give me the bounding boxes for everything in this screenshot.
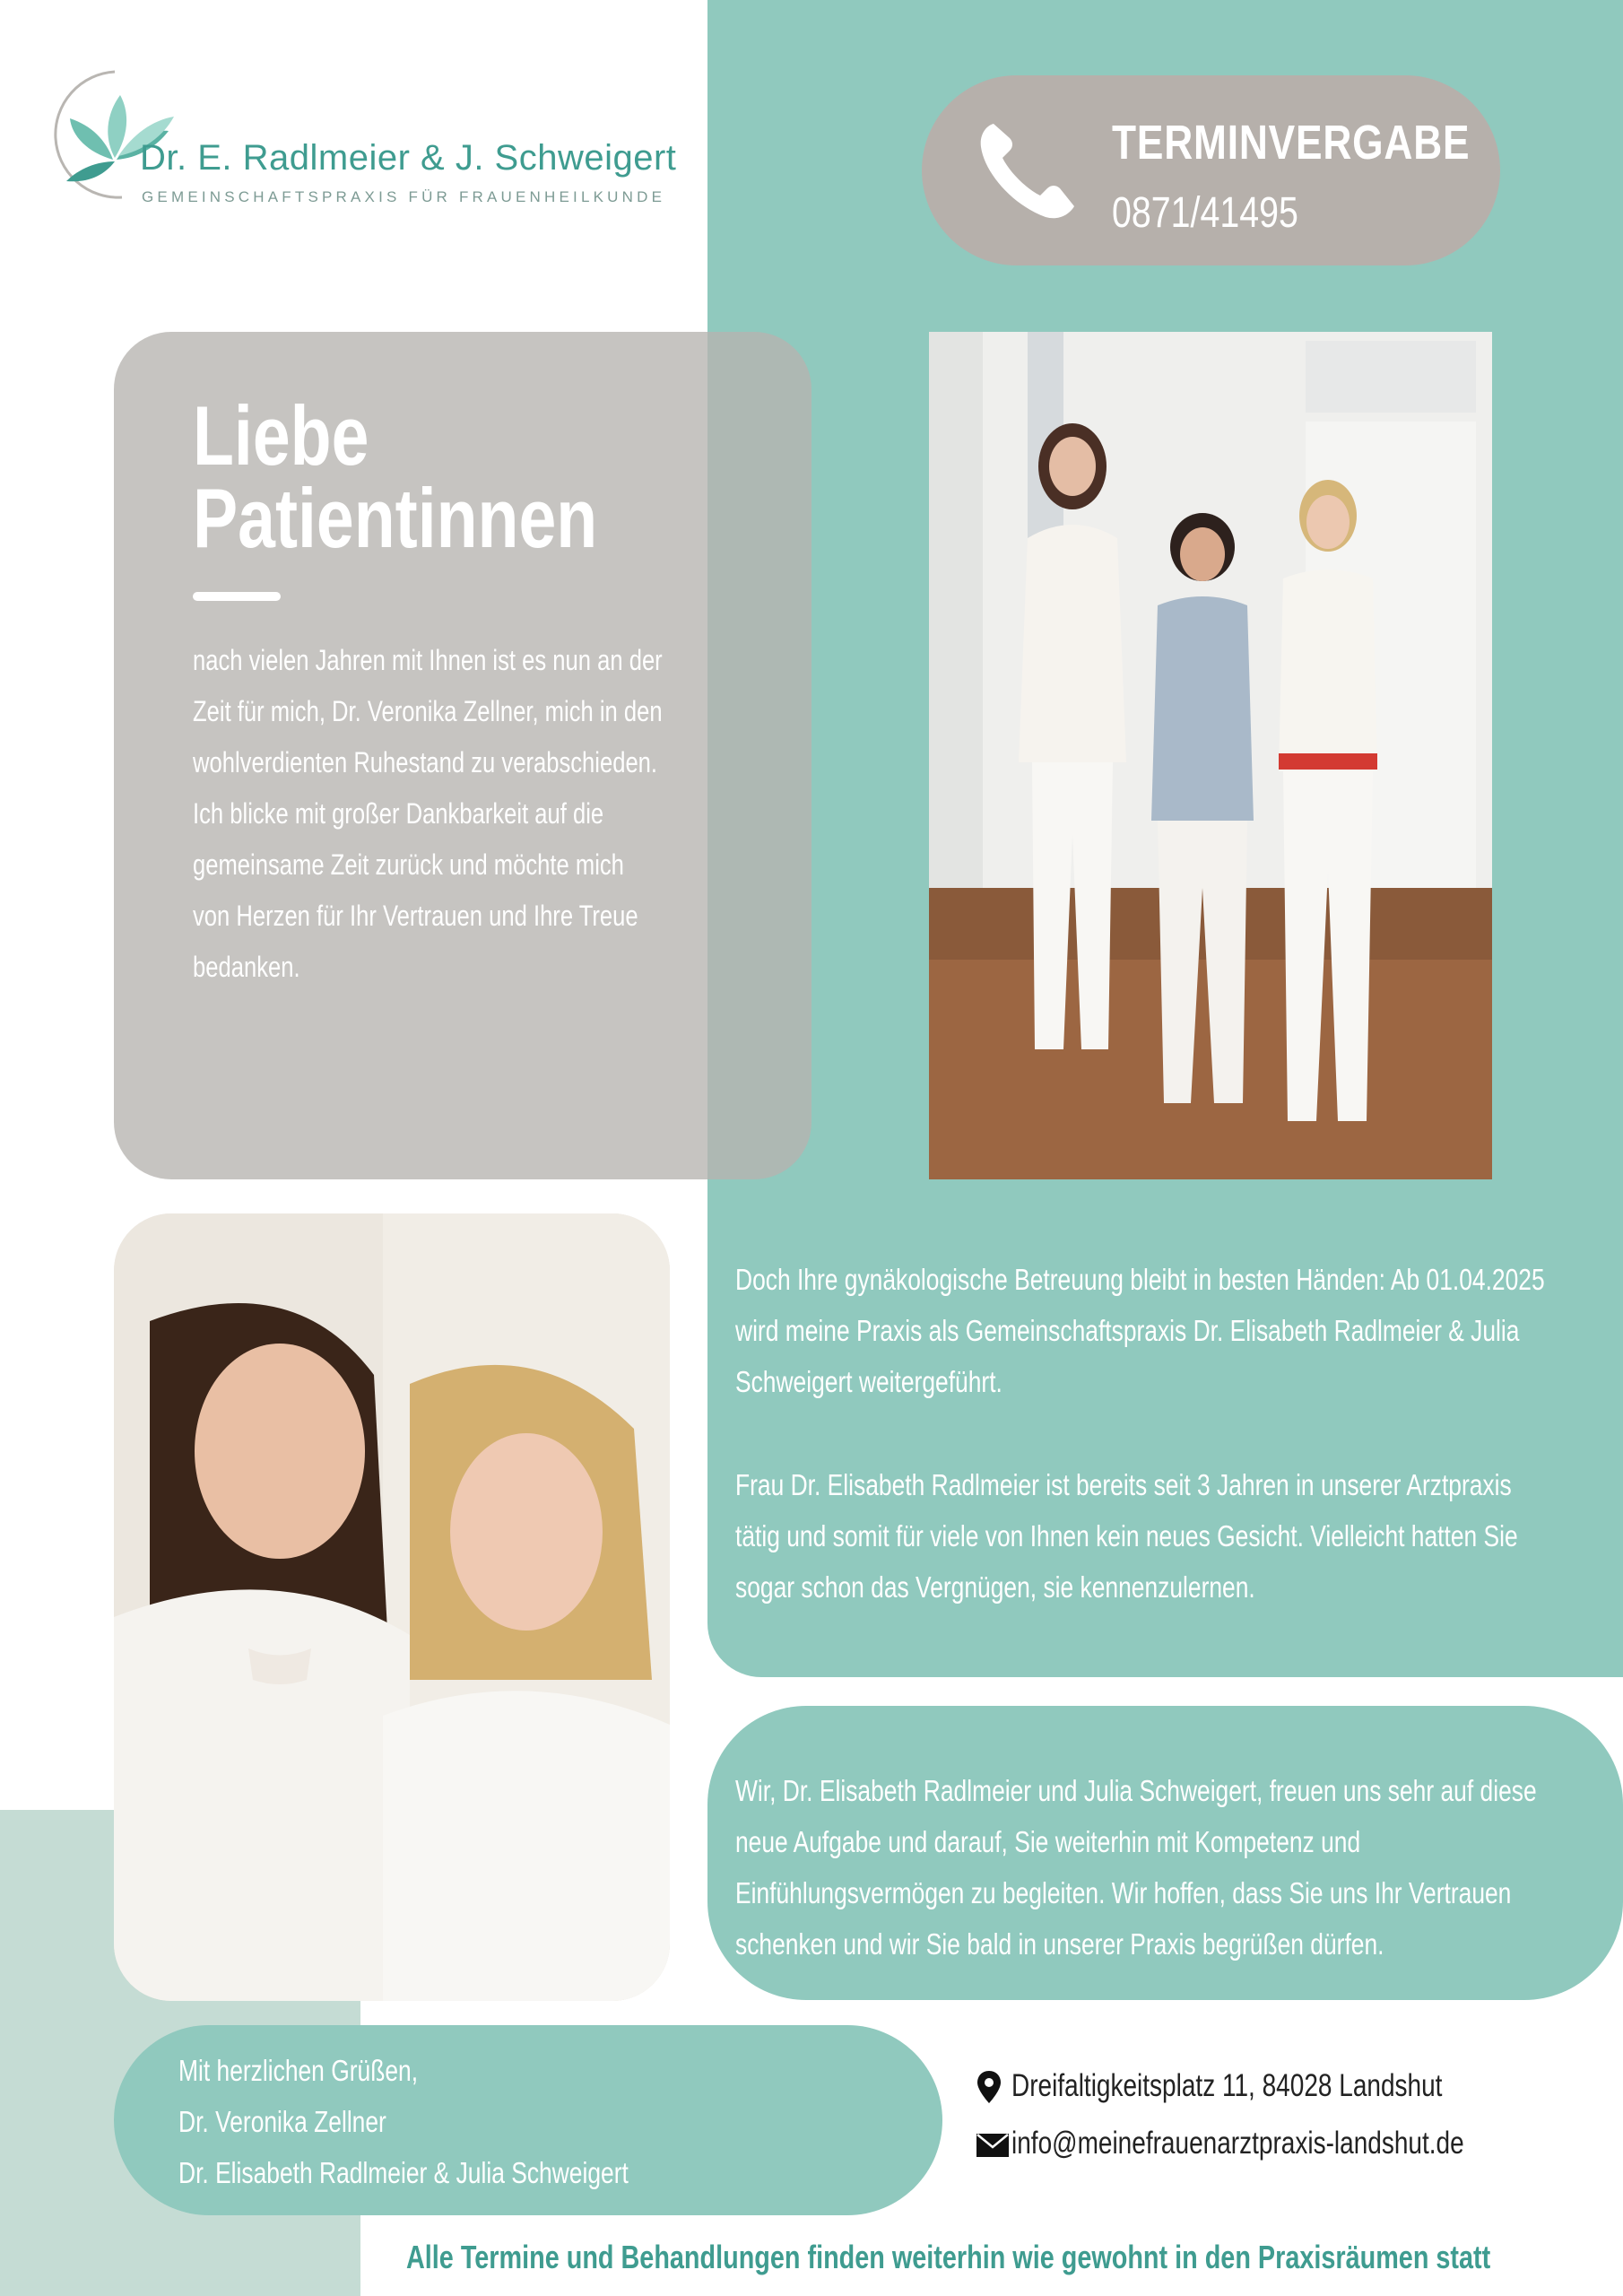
envelope-icon bbox=[976, 2133, 1010, 2158]
paragraph-line: Wir, Dr. Elisabeth Radlmeier und Julia Schweigert, freuen uns sehr auf diese bbox=[735, 1774, 1537, 1807]
paragraph-line: wird meine Praxis als Gemeinschaftspraxis Dr. Elisabeth Radlmeier & Julia bbox=[735, 1314, 1520, 1347]
appointment-phone[interactable]: 0871/41495 bbox=[1112, 189, 1298, 237]
intro-line: von Herzen für Ihr Vertrauen und Ihre Treue bbox=[193, 900, 638, 932]
practice-email-link[interactable]: info@meinefrauenarztpraxis-landshut.de bbox=[1011, 2126, 1464, 2161]
logo-subtitle: GEMEINSCHAFTSPRAXIS FÜR FRAUENHEILKUNDE bbox=[142, 188, 666, 205]
appointment-badge bbox=[922, 75, 1500, 265]
intro-heading-line-2: Patientinnen bbox=[193, 471, 598, 565]
lotus-logo-icon bbox=[52, 63, 187, 206]
intro-line: nach vielen Jahren mit Ihnen ist es nun an der bbox=[193, 644, 663, 676]
paragraph-line: tätig und somit für viele von Ihnen kein neues Gesicht. Vielleicht hatten Sie bbox=[735, 1519, 1518, 1552]
intro-text bbox=[193, 635, 695, 993]
intro-card bbox=[114, 332, 812, 1179]
paragraph-line: Doch Ihre gynäkologische Betreuung bleibt in besten Händen: Ab 01.04.2025 bbox=[735, 1263, 1545, 1296]
doctors-portrait-photo bbox=[114, 1213, 670, 2001]
greeting-card bbox=[114, 2025, 942, 2215]
paragraph-line: schenken und wir Sie bald in unserer Praxis begrüßen dürfen. bbox=[735, 1927, 1384, 1961]
heading-underline bbox=[193, 592, 281, 601]
paragraph-line: sogar schon das Vergnügen, sie kennenzulernen. bbox=[735, 1570, 1255, 1604]
intro-line: gemeinsame Zeit zurück und möchte mich bbox=[193, 848, 624, 881]
logo-name: Dr. E. Radlmeier & J. Schweigert bbox=[140, 138, 677, 178]
succession-paragraph bbox=[735, 1254, 1545, 1407]
greeting-line: Dr. Veronika Zellner bbox=[178, 2105, 386, 2138]
phone-icon bbox=[974, 117, 1081, 224]
intro-line: wohlverdienten Ruhestand zu verabschieden. bbox=[193, 746, 658, 778]
intro-line: Zeit für mich, Dr. Veronika Zellner, mich in den bbox=[193, 695, 663, 727]
location-pin-icon bbox=[976, 2070, 1002, 2104]
intro-line: bedanken. bbox=[193, 951, 300, 983]
footer-note: Alle Termine und Behandlungen finden weiterhin wie gewohnt in den Praxisräumen statt bbox=[406, 2239, 1491, 2275]
intro-line: Ich blicke mit großer Dankbarkeit auf die bbox=[193, 797, 604, 830]
appointment-title: TERMINVERGABE bbox=[1112, 116, 1471, 170]
practice-logo bbox=[52, 63, 677, 215]
welcome-paragraph bbox=[735, 1765, 1537, 1970]
intro-heading bbox=[193, 388, 598, 565]
paragraph-line: Frau Dr. Elisabeth Radlmeier ist bereits seit 3 Jahren in unserer Arztpraxis bbox=[735, 1468, 1512, 1501]
greeting-text bbox=[178, 2045, 629, 2198]
paragraph-line: neue Aufgabe und darauf, Sie weiterhin mit Kompetenz und bbox=[735, 1825, 1361, 1858]
radlmeier-paragraph bbox=[735, 1459, 1518, 1613]
greeting-line: Dr. Elisabeth Radlmeier & Julia Schweigert bbox=[178, 2156, 629, 2189]
intro-heading-line-1: Liebe bbox=[193, 388, 369, 483]
greeting-line: Mit herzlichen Grüßen, bbox=[178, 2054, 419, 2087]
practice-address: Dreifaltigkeitsplatz 11, 84028 Landshut bbox=[1011, 2068, 1443, 2103]
team-photo bbox=[929, 332, 1492, 1179]
paragraph-line: Schweigert weitergeführt. bbox=[735, 1365, 1002, 1398]
paragraph-line: Einfühlungsvermögen zu begleiten. Wir hoffen, dass Sie uns Ihr Vertrauen bbox=[735, 1876, 1512, 1909]
